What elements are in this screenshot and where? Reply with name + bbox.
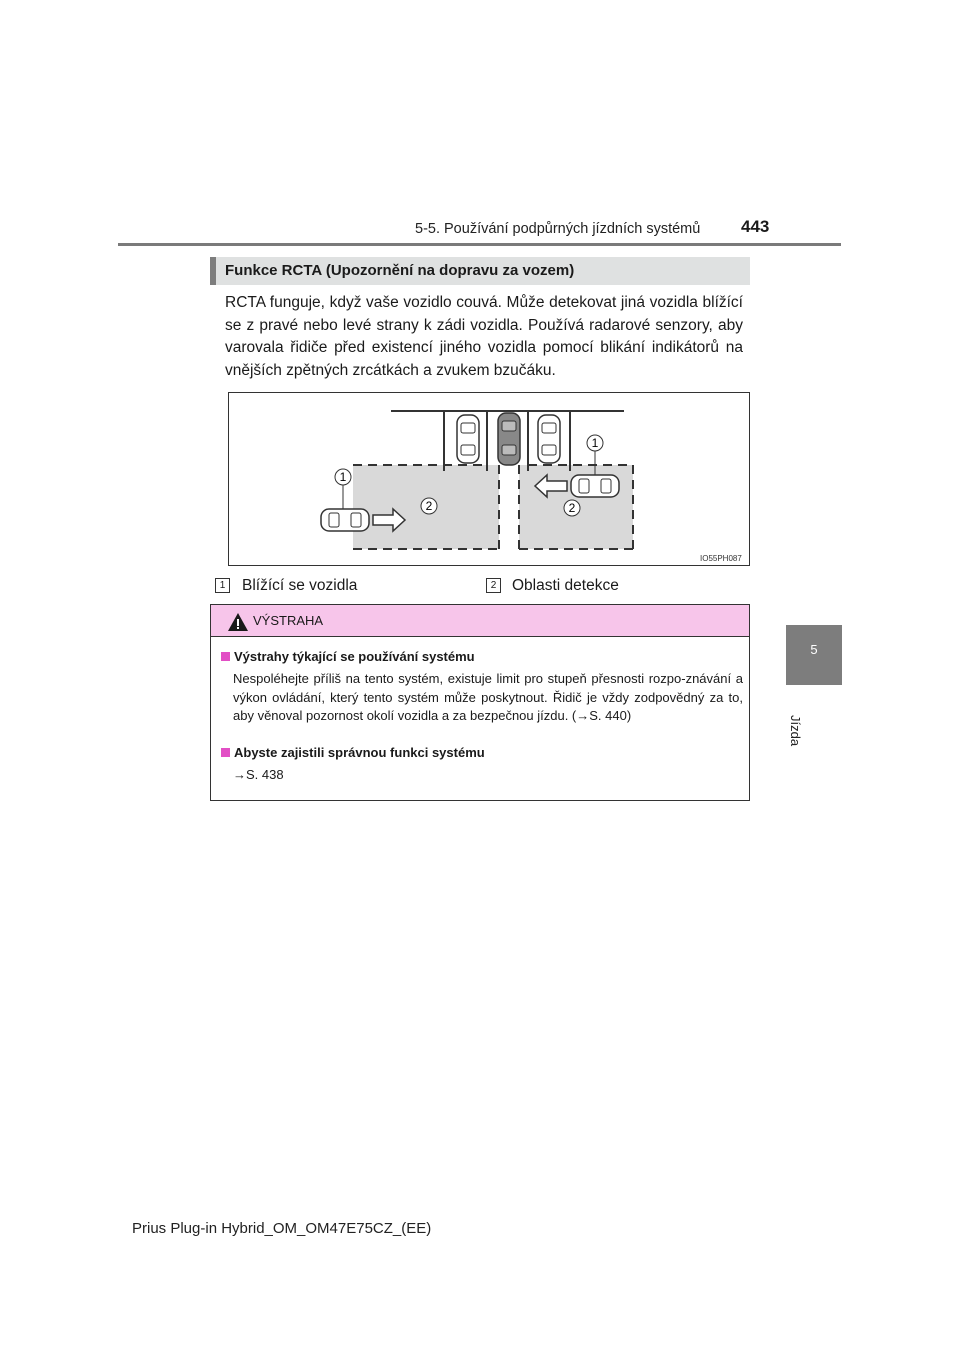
legend-number: 2: [486, 578, 501, 593]
body-paragraph: RCTA funguje, když vaše vozidlo couvá. Může detekovat jiná vozidla blížící se z pravé nebo levé strany k zádi vozidla. Používá radarové senzory, aby varovala řidiče před existencí jiného vozidla pomocí blikání indikátorů na vnějších zpětných zrcátkách a zvukem bzučáku.: [225, 294, 743, 379]
approaching-car-left: [321, 509, 369, 531]
approaching-car-right: [571, 475, 619, 497]
section-title: 5-5. Používání podpůrných jízdních systémů: [415, 221, 701, 237]
callout-1-right: 1: [591, 436, 599, 450]
callout-1-left: 1: [339, 470, 347, 484]
bullet-square-icon: [221, 748, 230, 757]
page-number: 443: [741, 217, 770, 236]
section-heading-text: Funkce RCTA (Upozornění na dopravu za vozem): [225, 262, 575, 279]
warning-item-text: Nespoléhejte příliš na tento systém, existuje limit pro stupeň přesnosti rozpo-znávání a výkon ovládání, který tento systém může poskytnout. Řidič je vždy zodpovědný za to, aby věnoval pozornost okolí vozidla a za bezpečnou jízdu. (→S. 440): [233, 671, 743, 723]
chapter-label: Jízda: [788, 715, 803, 747]
legend-text: Blížící se vozidla: [242, 577, 358, 594]
header-divider: [118, 243, 841, 246]
legend-number: 1: [215, 578, 230, 593]
legend-text: Oblasti detekce: [512, 577, 619, 594]
warning-item-heading: [221, 745, 485, 760]
chapter-number: 5: [810, 642, 818, 657]
bullet-square-icon: [221, 652, 230, 661]
warning-item-text: →S. 438: [233, 767, 284, 782]
rcta-illustration: [229, 393, 749, 565]
warning-triangle-icon: [227, 612, 249, 632]
warning-item-heading-text: Výstrahy týkající se používání systému: [234, 649, 475, 664]
warning-item-heading-text: Abyste zajistili správnou funkci systému: [234, 745, 485, 760]
warning-box: [210, 604, 750, 801]
parked-car-right: [538, 415, 560, 463]
section-heading: [210, 257, 750, 285]
warning-title: VÝSTRAHA: [253, 613, 324, 628]
warning-header: [211, 605, 749, 637]
callout-2-left: 2: [425, 499, 433, 513]
warning-item-heading: [221, 649, 475, 664]
parked-car-left: [457, 415, 479, 463]
footer-document-id: Prius Plug-in Hybrid_OM_OM47E75CZ_(EE): [132, 1220, 432, 1237]
heading-accent-bar: [210, 257, 216, 285]
figure-code: IO55PH087: [700, 554, 742, 563]
rcta-diagram: [228, 392, 750, 566]
reversing-car: [498, 413, 520, 465]
callout-2-right: 2: [568, 501, 576, 515]
